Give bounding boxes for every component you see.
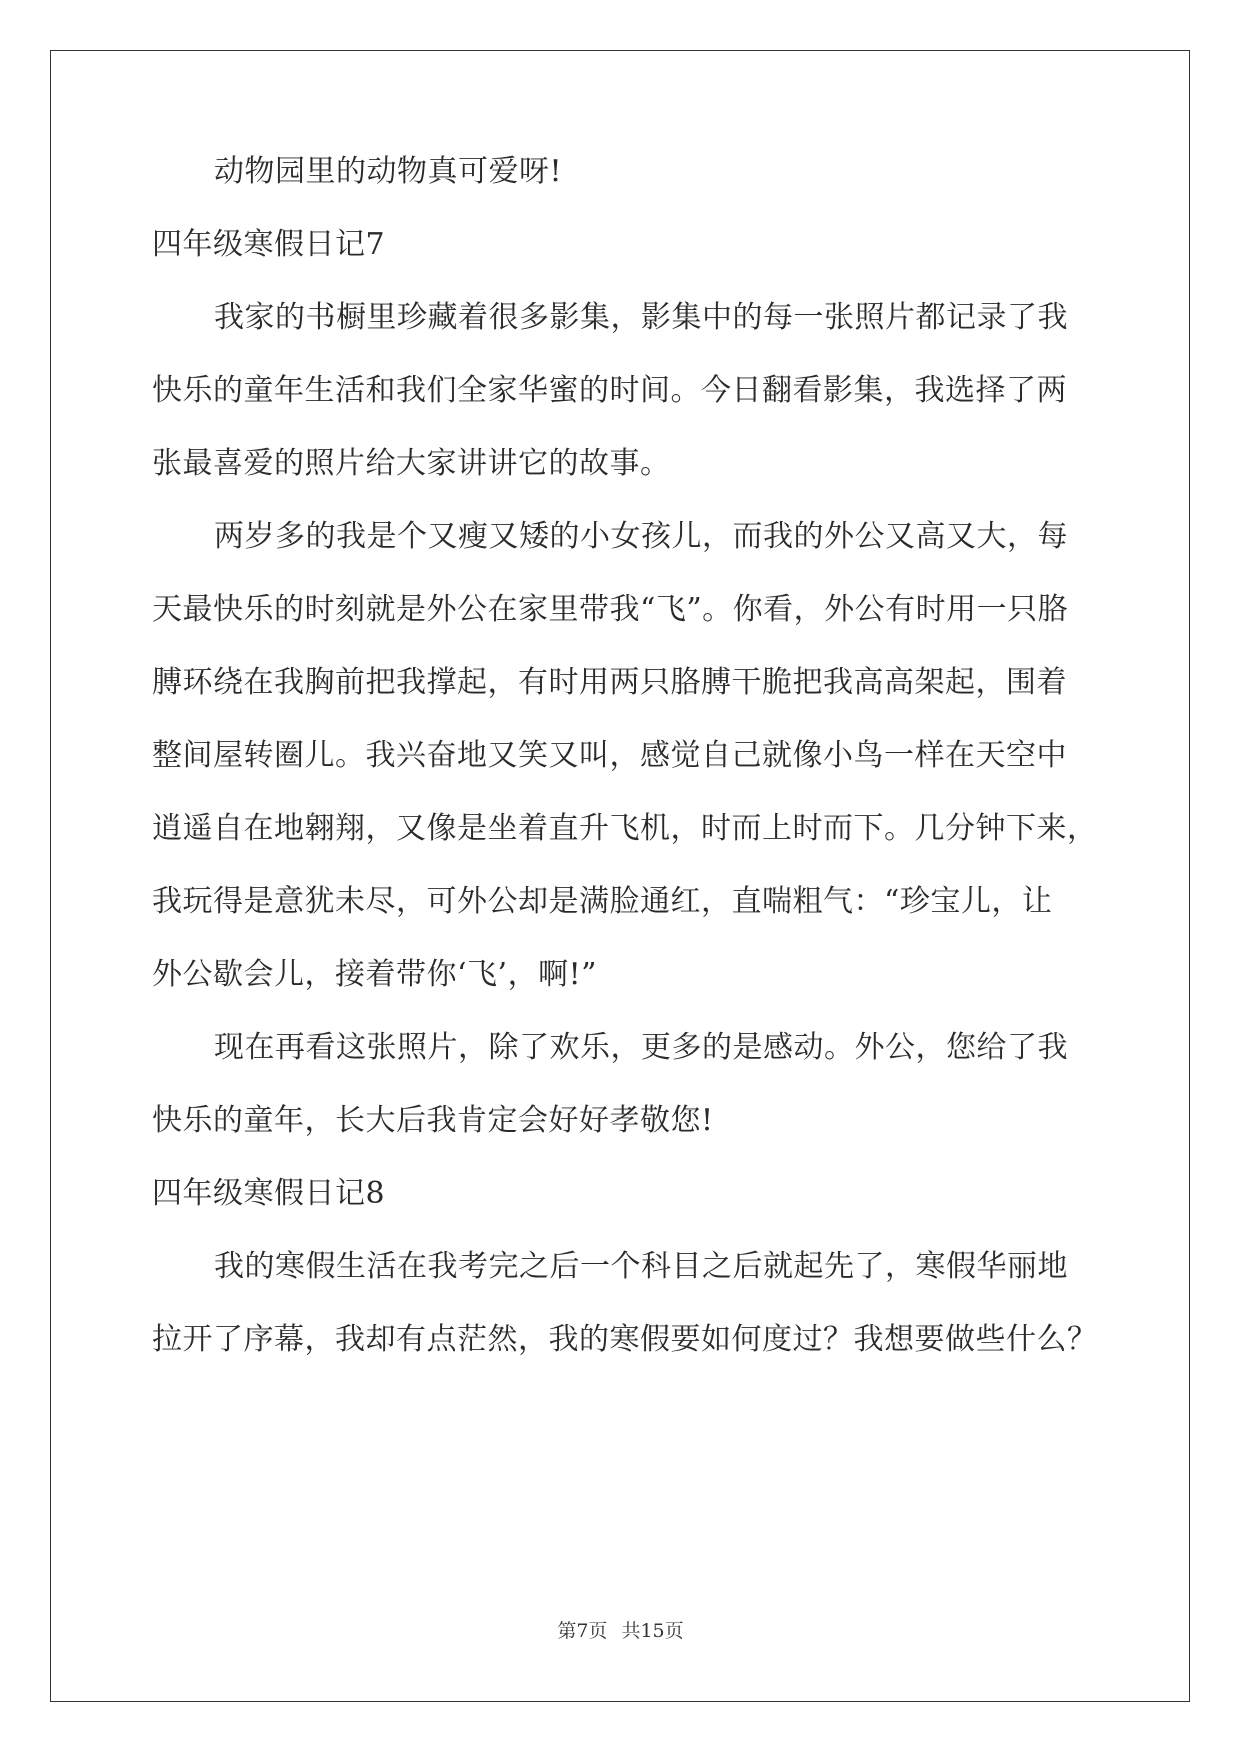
- paragraph-line: 膊环绕在我胸前把我撑起，有时用两只胳膊干脆把我高高架起，围着: [152, 665, 1067, 700]
- paragraph-line: 张最喜爱的照片给大家讲讲它的故事。: [152, 446, 671, 481]
- paragraph-line: 两岁多的我是个又瘦又矮的小女孩儿，而我的外公又高又大，每: [214, 519, 1068, 554]
- paragraph-line: 动物园里的动物真可爱呀!: [214, 154, 563, 189]
- page-number: 第7页: [557, 1620, 608, 1642]
- section-heading: 四年级寒假日记8: [152, 1176, 386, 1211]
- paragraph-line: 拉开了序幕，我却有点茫然，我的寒假要如何度过？我想要做些什么？: [152, 1322, 1098, 1357]
- paragraph-line: 天最快乐的时刻就是外公在家里带我“飞”。你看，外公有时用一只胳: [152, 592, 1069, 627]
- paragraph-line: 外公歇会儿，接着带你‘飞’，啊!”: [152, 957, 597, 992]
- section-heading: 四年级寒假日记7: [152, 227, 386, 262]
- paragraph-line: 快乐的童年生活和我们全家华蜜的时间。今日翻看影集，我选择了两: [152, 373, 1067, 408]
- paragraph-line: 现在再看这张照片，除了欢乐，更多的是感动。外公，您给了我: [214, 1030, 1068, 1065]
- page-total: 共15页: [621, 1620, 684, 1642]
- paragraph-line: 快乐的童年，长大后我肯定会好好孝敬您!: [152, 1103, 714, 1138]
- paragraph-line: 逍遥自在地翱翔，又像是坐着直升飞机，时而上时而下。几分钟下来，: [152, 811, 1098, 846]
- paragraph-line: 整间屋转圈儿。我兴奋地又笑又叫，感觉自己就像小鸟一样在天空中: [152, 738, 1067, 773]
- page-footer: [0, 1616, 1241, 1643]
- paragraph-line: 我玩得是意犹未尽，可外公却是满脸通红，直喘粗气：“珍宝儿，让: [152, 884, 1053, 919]
- paragraph-line: 我家的书橱里珍藏着很多影集，影集中的每一张照片都记录了我: [214, 300, 1068, 335]
- paragraph-line: 我的寒假生活在我考完之后一个科目之后就起先了，寒假华丽地: [214, 1249, 1068, 1284]
